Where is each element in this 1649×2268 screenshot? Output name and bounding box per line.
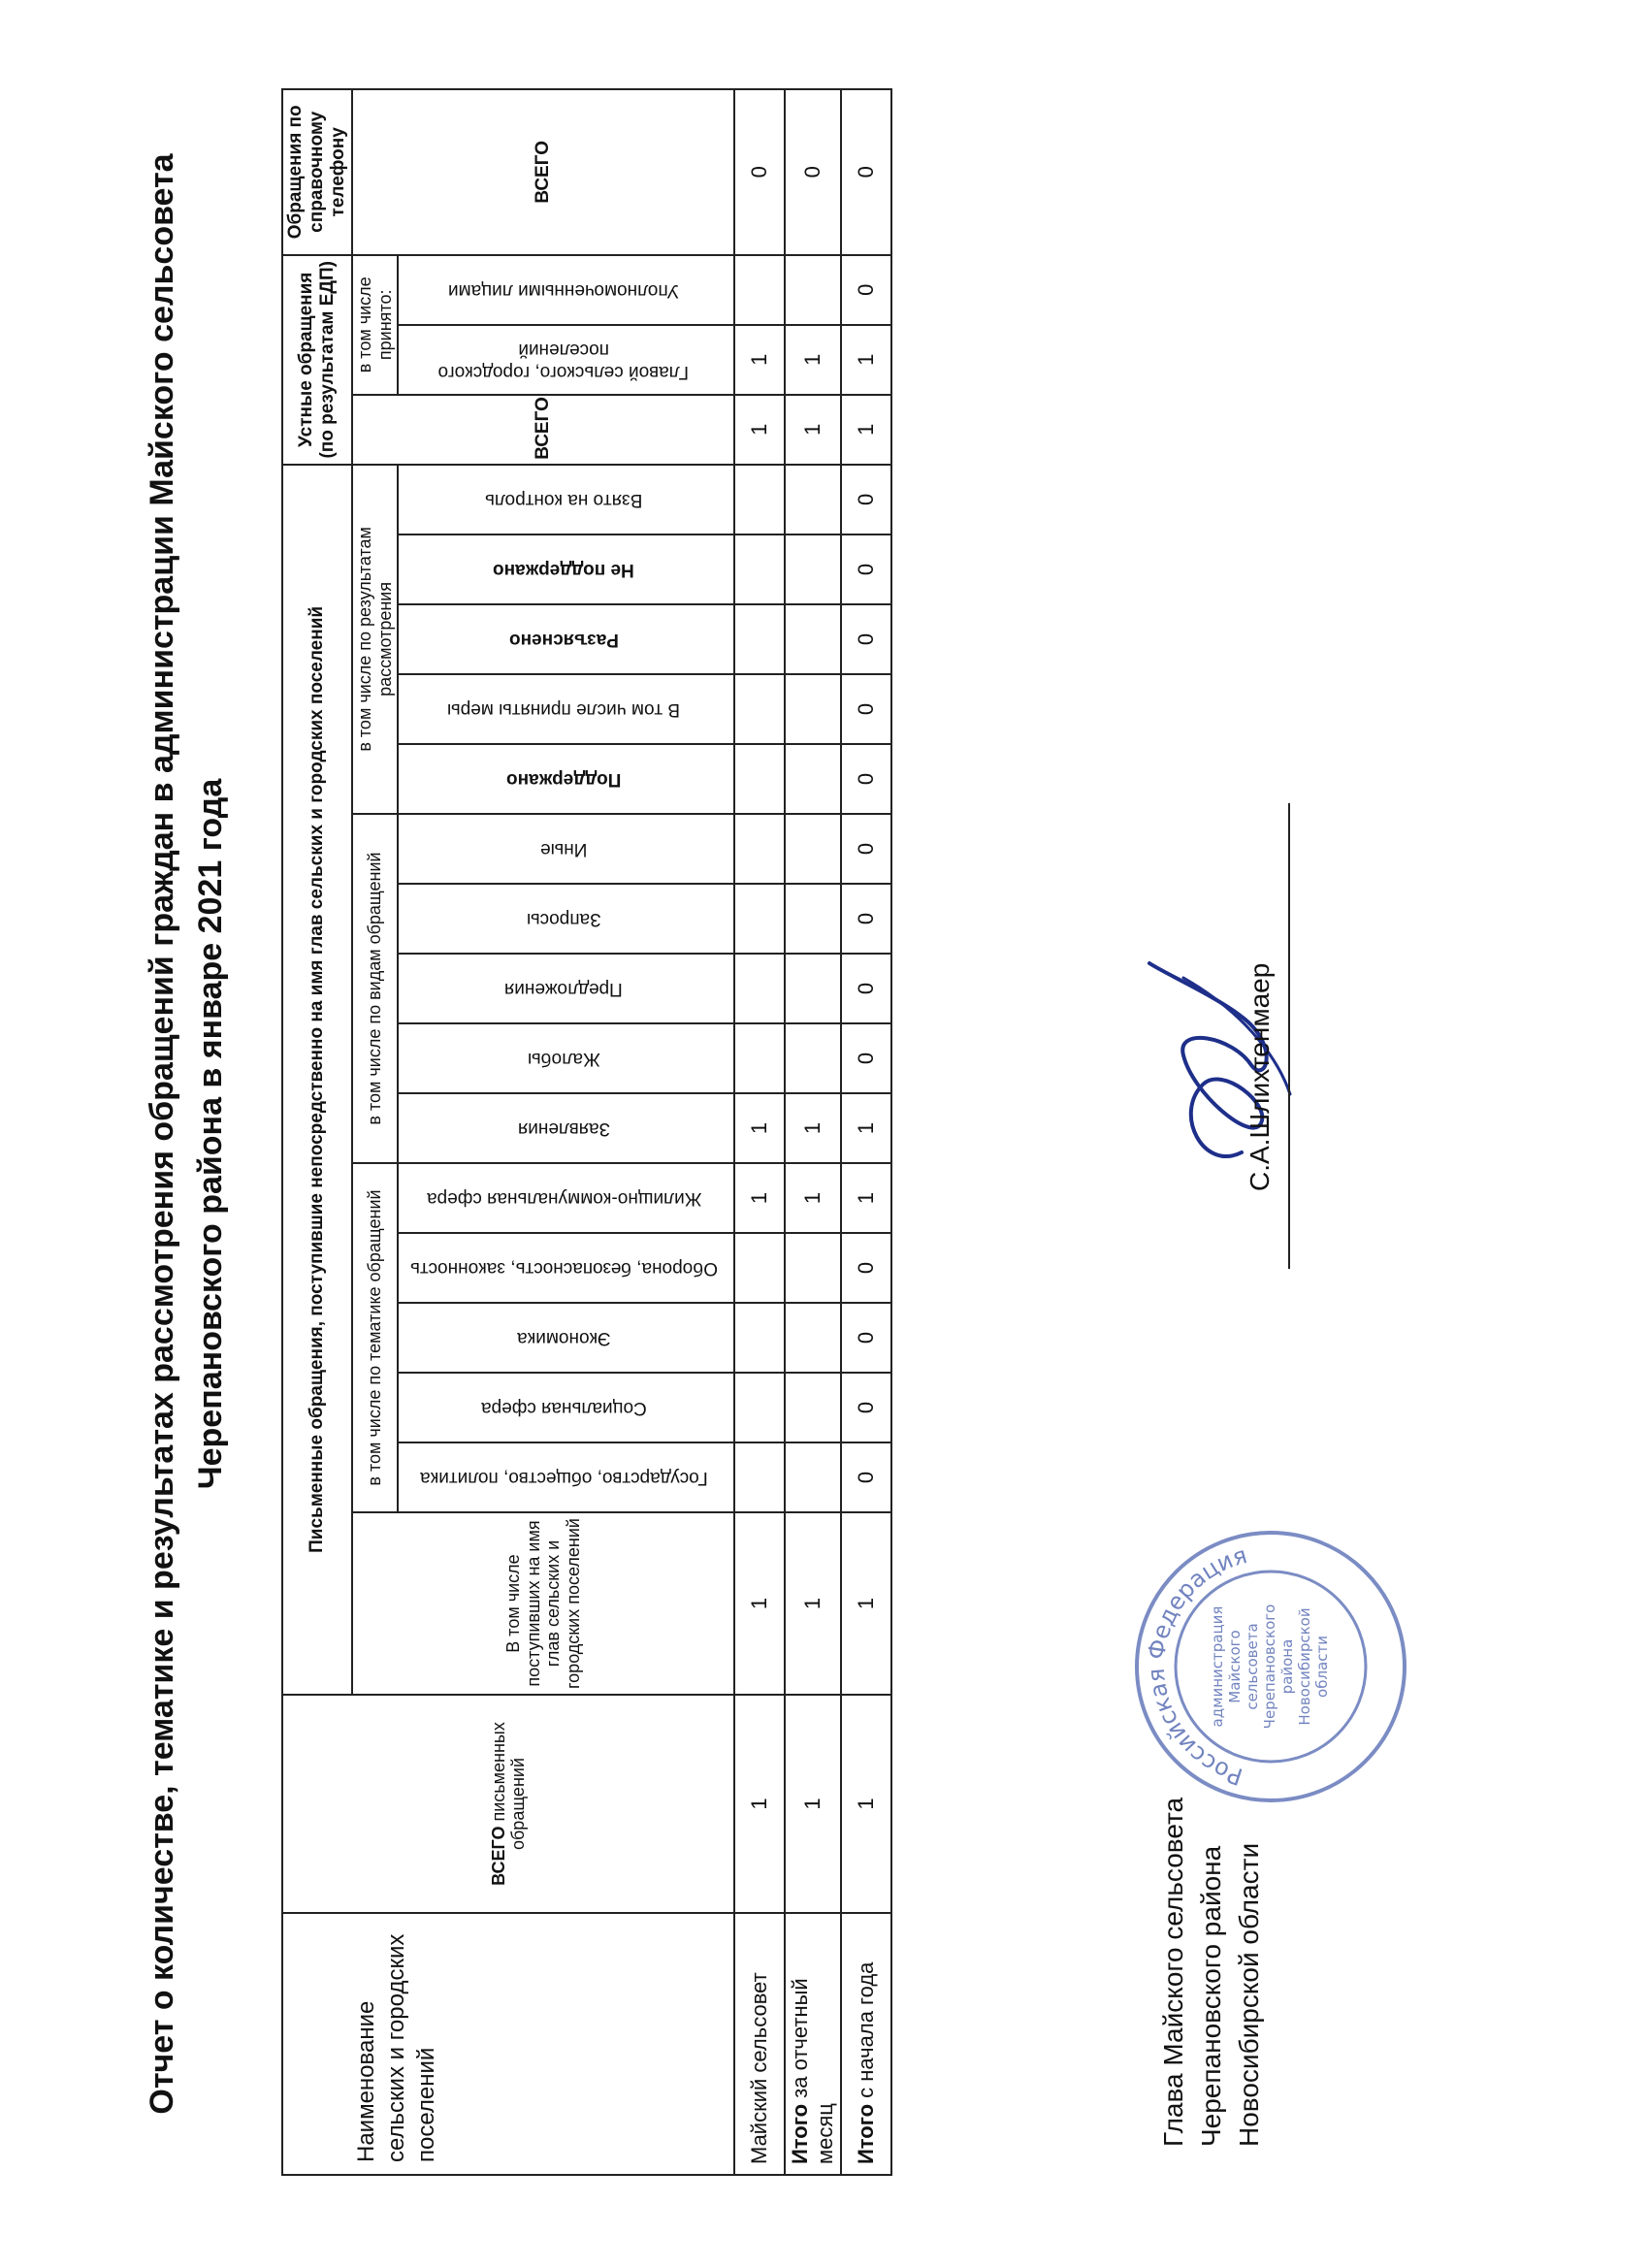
table-cell: 1	[734, 1512, 785, 1695]
table-cell	[785, 1373, 841, 1442]
row-name-text: с начала года	[854, 1961, 879, 2104]
oral-authorized-label: Уполномоченными лицами	[448, 280, 680, 302]
table-cell	[734, 814, 785, 884]
report-title-line1: Отчет о количестве, тематике и результатах рассмотрения обращений граждан в администрации Майского сельсовета	[144, 153, 180, 2115]
type-header-other	[398, 814, 734, 884]
table-cell: 1	[785, 325, 841, 395]
table-cell	[734, 674, 785, 744]
table-cell: 0	[841, 1442, 891, 1512]
row-name	[734, 1913, 785, 2175]
theme-defense-label: Оборона, безопасность, законность	[409, 1258, 718, 1280]
table-cell: 0	[841, 884, 891, 954]
theme-politics-label: Государство, общество, политика	[419, 1468, 708, 1489]
type-header-statements	[398, 1093, 734, 1163]
stamp-inner-text: сельсовета	[1244, 1623, 1261, 1710]
type-proposals-label: Предложения	[504, 979, 624, 1000]
stamp-inner-text: Новосибирской	[1296, 1607, 1313, 1726]
table-cell: 0	[841, 604, 891, 674]
phone-header: Обращения по справочному телефону	[282, 89, 352, 255]
oral-head-label: Главой сельского, городского поселений	[438, 339, 690, 382]
table-cell: 0	[841, 1233, 891, 1303]
oral-incl-header: в том числе принято:	[352, 255, 398, 395]
table-cell	[734, 1373, 785, 1442]
row-name	[841, 1913, 891, 2175]
type-other-label: Иные	[540, 839, 588, 860]
seal-stamp	[1125, 1521, 1416, 1812]
result-supported-label: Поддержано	[506, 769, 622, 791]
written-total-rest: письменных обращений	[488, 1722, 529, 1851]
written-total-bold: ВСЕГО	[488, 1826, 508, 1886]
table-cell	[785, 604, 841, 674]
table-cell	[785, 744, 841, 814]
table-cell: 1	[841, 1163, 891, 1233]
stamp-outer-text: Российская Федерация	[1142, 1541, 1250, 1791]
stamp-inner-text: администрация	[1209, 1605, 1226, 1728]
type-statements-label: Заявления	[517, 1118, 610, 1140]
table-cell: 1	[785, 1512, 841, 1695]
table-cell	[785, 465, 841, 535]
table-cell: 0	[841, 535, 891, 604]
table-cell: 0	[841, 954, 891, 1023]
table-cell: 0	[841, 1023, 891, 1093]
stamp-inner-text: Черепановского	[1261, 1604, 1278, 1730]
table-cell	[734, 1303, 785, 1373]
oral-total-header: ВСЕГО	[352, 395, 734, 465]
table-cell: 0	[734, 89, 785, 255]
footer-line2: Черепановского района	[1196, 1845, 1227, 2147]
theme-header-defense	[398, 1233, 734, 1303]
table-cell	[734, 1442, 785, 1512]
table-cell: 1	[734, 395, 785, 465]
type-header-complaints	[398, 1023, 734, 1093]
table-cell: 0	[841, 1373, 891, 1442]
footer-line1: Глава Майского сельсовета	[1158, 1797, 1188, 2147]
settlement-name-header: Наименование сельских и городских поселений	[282, 1913, 734, 2175]
result-not-supported-label: Не поддержано	[493, 560, 635, 581]
handwritten-signature	[1125, 949, 1339, 1182]
stamp-inner-text: области	[1313, 1636, 1331, 1698]
table-cell	[734, 744, 785, 814]
theme-header-economy	[398, 1303, 734, 1373]
table-cell	[785, 1442, 841, 1512]
result-header-not-supported	[398, 535, 734, 604]
theme-social-label: Социальная сфера	[480, 1398, 647, 1419]
result-measures-label: В том числе приняты меры	[447, 699, 681, 721]
table-cell: 0	[785, 89, 841, 255]
report-table	[281, 88, 892, 2176]
result-explained-label: Разъяснено	[508, 630, 619, 651]
table-cell	[734, 535, 785, 604]
row-name-text: Майский сельсовет	[747, 1972, 772, 2164]
table-cell: 1	[841, 1093, 891, 1163]
footer-line3: Новосибирской области	[1234, 1842, 1265, 2147]
table-cell: 1	[734, 1093, 785, 1163]
stamp-inner-text: Майского	[1226, 1630, 1244, 1703]
type-header-proposals	[398, 954, 734, 1023]
type-complaints-label: Жалобы	[528, 1049, 600, 1070]
signature-line	[1288, 803, 1290, 1269]
table-cell: 0	[841, 255, 891, 325]
row-name-text: за отчетный месяц	[788, 1978, 838, 2164]
table-cell	[785, 1023, 841, 1093]
table-cell	[785, 884, 841, 954]
table-cell: 1	[734, 1695, 785, 1913]
table-cell: 1	[785, 395, 841, 465]
report-title-line2: Черепановского района в январе 2021 года	[192, 778, 229, 1490]
table-cell	[785, 954, 841, 1023]
table-cell: 0	[841, 1303, 891, 1373]
oral-group-header: Устные обращения (по результатам ЕДП)	[282, 255, 352, 465]
table-cell: 1	[785, 1163, 841, 1233]
footer-position	[1154, 1798, 1269, 2147]
written-group-header: Письменные обращения, поступившие непосредственно на имя глав сельских и городских поселений	[282, 465, 352, 1695]
result-header-explained	[398, 604, 734, 674]
theme-header-social	[398, 1373, 734, 1442]
type-requests-label: Запросы	[527, 909, 601, 930]
table-cell: 0	[841, 744, 891, 814]
types-header: в том числе по видам обращений	[352, 814, 398, 1163]
themes-header: в том числе по тематике обращений	[352, 1163, 398, 1512]
table-cell: 1	[841, 1695, 891, 1913]
table-cell: 0	[841, 465, 891, 535]
written-total-header	[282, 1695, 734, 1913]
table-cell: 0	[841, 89, 891, 255]
type-header-requests	[398, 884, 734, 954]
phone-total-header: ВСЕГО	[352, 89, 734, 255]
table-cell: 0	[841, 674, 891, 744]
row-name-bold: Итого	[788, 2103, 813, 2164]
oral-authorized-header	[398, 255, 734, 325]
table-cell: 1	[841, 325, 891, 395]
table-row	[785, 89, 841, 2175]
table-cell: 1	[785, 1093, 841, 1163]
table-cell	[734, 954, 785, 1023]
table-row	[841, 89, 891, 2175]
table-cell: 1	[734, 325, 785, 395]
table-cell	[785, 814, 841, 884]
table-cell	[785, 535, 841, 604]
result-header-measures	[398, 674, 734, 744]
table-cell: 0	[841, 814, 891, 884]
oral-head-header	[398, 325, 734, 395]
table-cell	[734, 1233, 785, 1303]
table-cell	[734, 884, 785, 954]
result-controlled-label: Взято на контроль	[485, 490, 643, 511]
table-cell: 1	[785, 1695, 841, 1913]
result-header-supported	[398, 744, 734, 814]
table-cell	[785, 255, 841, 325]
result-header-controlled	[398, 465, 734, 535]
theme-header-housing	[398, 1163, 734, 1233]
table-cell	[785, 674, 841, 744]
stamp-inner-text: района	[1278, 1638, 1296, 1695]
results-header: в том числе по результатам рассмотрения	[352, 465, 398, 814]
table-row	[734, 89, 785, 2175]
row-name-bold: Итого	[854, 2103, 879, 2164]
table-cell	[785, 1303, 841, 1373]
row-name	[785, 1913, 841, 2175]
theme-economy-label: Экономика	[516, 1328, 611, 1349]
table-cell	[734, 255, 785, 325]
theme-housing-label: Жилищно-коммунальная сфера	[426, 1188, 702, 1210]
theme-header-politics	[398, 1442, 734, 1512]
incl-heads-header: В том числе поступивших на имя глав сельских и городских поселений	[352, 1512, 734, 1695]
signatory-name: С.А.Шлихтенмаер	[1245, 962, 1275, 1191]
table-cell	[734, 604, 785, 674]
table-cell	[734, 465, 785, 535]
table-cell: 1	[841, 395, 891, 465]
table-cell: 1	[841, 1512, 891, 1695]
table-cell: 1	[734, 1163, 785, 1233]
table-cell	[785, 1233, 841, 1303]
table-body	[734, 89, 891, 2175]
table-cell	[734, 1023, 785, 1093]
